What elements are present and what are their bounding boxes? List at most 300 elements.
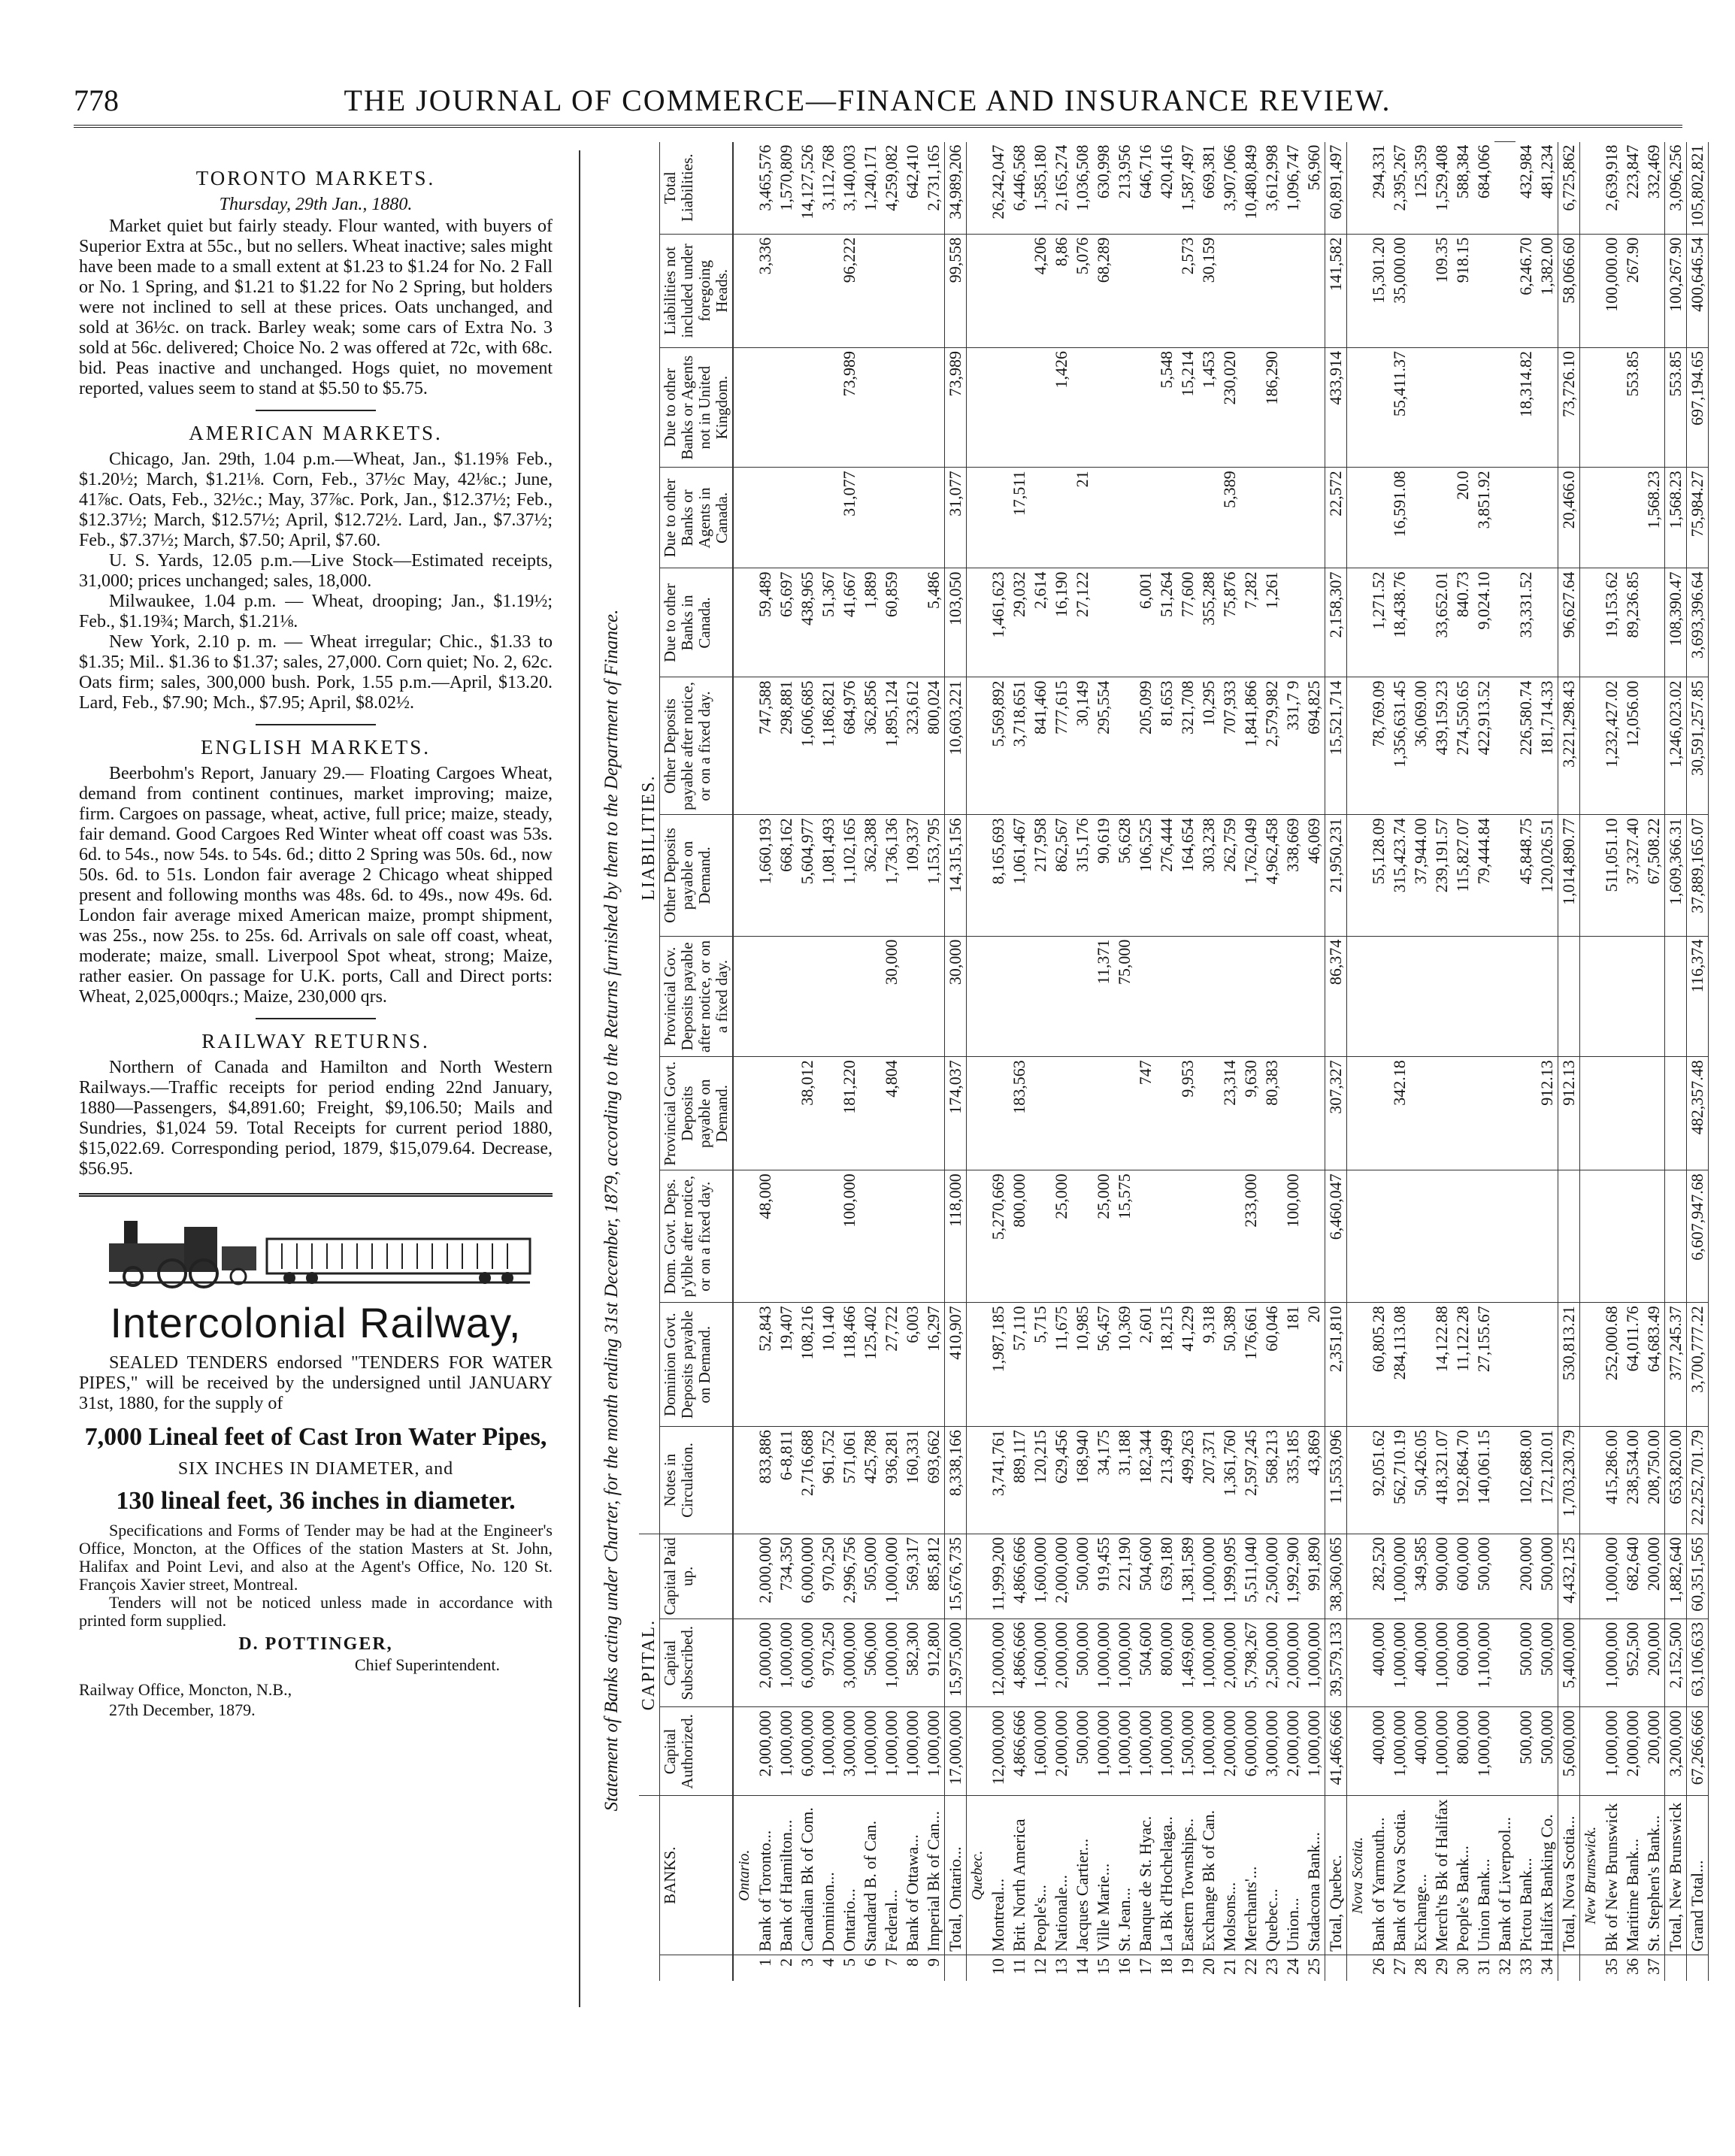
cell-value: 682,640	[1622, 1534, 1643, 1619]
row-index: 5	[840, 1958, 858, 1967]
cell-value: 181	[1282, 1303, 1304, 1427]
row-index: 36	[1623, 1958, 1642, 1975]
cell-value: 1,000,000	[1198, 1534, 1219, 1619]
cell-value: 10,603,221	[945, 677, 967, 815]
cell-value: 630,998	[1093, 142, 1114, 235]
bank-name: Merch'ts Bk of Halifax	[1431, 1796, 1452, 1955]
cell-value	[902, 347, 923, 467]
cell-value	[902, 234, 923, 347]
cell-value: 3,000,000	[839, 1707, 860, 1796]
cell-value: 4,866,666	[1009, 1534, 1030, 1619]
cell-value: 1,102,165	[839, 815, 860, 936]
cell-value: 10,140	[818, 1303, 839, 1427]
province-heading: New Brunswick.	[1580, 1796, 1602, 1955]
cell-value: 5,486	[923, 568, 945, 677]
cell-value	[1601, 468, 1622, 568]
cell-value: 5,569,892	[988, 677, 1009, 815]
cell-value: 226,580.74	[1515, 677, 1537, 815]
cell-value	[1643, 677, 1665, 815]
cell-value	[1304, 234, 1325, 347]
cell-value: 3,465,576	[755, 142, 776, 235]
cell-value	[1156, 234, 1177, 347]
cell-value: 588,384	[1452, 142, 1473, 235]
cell-value: 9,953	[1177, 1057, 1198, 1170]
cell-value: 6,725,862	[1558, 142, 1580, 235]
cell-value: 10,295	[1198, 677, 1219, 815]
cell-value: 58,066.60	[1558, 234, 1580, 347]
bank-name: Maritime Bank...	[1622, 1796, 1643, 1955]
cell-value: 31,077	[839, 468, 860, 568]
row-index: 6	[861, 1958, 880, 1967]
cell-value: 1,361,760	[1219, 1427, 1240, 1534]
toronto-markets-title: TORONTO MARKETS.	[195, 167, 436, 189]
cell-value: 1,100,000	[1473, 1619, 1494, 1706]
cell-value	[902, 1170, 923, 1303]
column-header: Dom. Govt. Deps. p'ylble after notice, or on a fixed day.	[660, 1170, 734, 1303]
table-row	[1072, 135, 1093, 1981]
cell-value: 919,455	[1093, 1534, 1114, 1619]
cell-value	[776, 347, 797, 467]
cell-value	[1494, 936, 1515, 1057]
cell-value	[1601, 1170, 1622, 1303]
row-index: 30	[1453, 1958, 1472, 1975]
cell-value: 6,460,047	[1325, 1170, 1347, 1303]
cell-value	[1114, 568, 1135, 677]
cell-value	[1219, 936, 1240, 1057]
table-row	[1601, 135, 1622, 1981]
cell-value: 315,176	[1072, 815, 1093, 936]
cell-value	[1135, 468, 1156, 568]
cell-value	[1009, 347, 1030, 467]
cell-value: 1,246,023.02	[1665, 677, 1687, 815]
cell-value: 52,843	[755, 1303, 776, 1427]
total-row	[1325, 135, 1347, 1981]
cell-value	[1282, 468, 1304, 568]
cell-value: 14,315,156	[945, 815, 967, 936]
cell-value	[1515, 936, 1537, 1057]
cell-value	[1431, 1057, 1452, 1170]
cell-value: 4,804	[881, 1057, 902, 1170]
row-index: 34	[1537, 1958, 1556, 1975]
bank-name: Dominion...	[818, 1796, 839, 1955]
table-row	[818, 135, 839, 1981]
cell-value: 213,499	[1156, 1427, 1177, 1534]
cell-value: 20.0	[1452, 468, 1473, 568]
toronto-markets-date: Thursday, 29th Jan., 1880.	[219, 195, 413, 214]
cell-value: 432,984	[1515, 142, 1537, 235]
row-index: 16	[1115, 1958, 1134, 1975]
cell-value: 181,220	[839, 1057, 860, 1170]
cell-value: 418,321.07	[1431, 1427, 1452, 1534]
cell-value: 1,660,193	[755, 815, 776, 936]
row-index: 13	[1052, 1958, 1070, 1975]
total-row	[1687, 135, 1709, 1981]
cell-value	[1643, 1057, 1665, 1170]
cell-value: 9,318	[1198, 1303, 1219, 1427]
cell-value	[1452, 1057, 1473, 1170]
cell-value: 1,381,589	[1177, 1534, 1198, 1619]
cell-value: 952,500	[1622, 1619, 1643, 1706]
cell-value: 181,714.33	[1537, 677, 1558, 815]
advert-lineal-feet-36: 130 lineal feet, 36 inches in diameter.	[116, 1487, 516, 1515]
cell-value	[1473, 347, 1494, 467]
cell-value: 889,117	[1009, 1427, 1030, 1534]
cell-value: 33,652.01	[1431, 568, 1452, 677]
cell-value: 120,026.51	[1537, 815, 1558, 936]
bank-name: Total, Quebec.	[1325, 1796, 1347, 1955]
cell-value	[1494, 135, 1515, 142]
table-row	[1198, 135, 1219, 1981]
cell-value	[923, 234, 945, 347]
cell-value: 89,236.85	[1622, 568, 1643, 677]
cell-value	[818, 468, 839, 568]
table-row	[1410, 135, 1431, 1981]
cell-value: 1,568.23	[1665, 468, 1687, 568]
cell-value: 22,252,701.79	[1687, 1427, 1709, 1534]
cell-value: 15,521,714	[1325, 677, 1347, 815]
cell-value	[755, 468, 776, 568]
cell-value: 439,159.23	[1431, 677, 1452, 815]
section-rule	[256, 1018, 376, 1019]
cell-value	[1304, 1057, 1325, 1170]
cell-value: 2,639,918	[1601, 142, 1622, 235]
cell-value: 1,606,685	[797, 677, 818, 815]
page-number: 778	[74, 83, 119, 117]
cell-value	[1198, 1170, 1219, 1303]
cell-value	[1135, 347, 1156, 467]
bank-name: Quebec...	[1261, 1796, 1282, 1955]
cell-value: 63,106,633	[1687, 1619, 1709, 1706]
cell-value	[1622, 1057, 1643, 1170]
cell-value	[776, 936, 797, 1057]
cell-value: 4,432,125	[1558, 1534, 1580, 1619]
bank-name: St. Stephen's Bank...	[1643, 1796, 1665, 1955]
table-row	[1261, 135, 1282, 1981]
cell-value	[1665, 1170, 1687, 1303]
column-header: Due to other Banks or Agents not in United Kingdom.	[660, 347, 734, 467]
cell-value: 59,489	[755, 568, 776, 677]
province-heading-row	[1580, 135, 1602, 1981]
cell-value	[1009, 936, 1030, 1057]
cell-value: 3,221,298.43	[1558, 677, 1580, 815]
cell-value: 1,000,000	[1389, 1619, 1410, 1706]
table-row	[1009, 135, 1030, 1981]
bank-name: Brit. North America	[1009, 1796, 1030, 1955]
statement-title: Statement of Banks acting under Charter, for the month ending 31st December, 1879, according to the Returns furnished by them to the Department of Finance.	[601, 609, 622, 1812]
row-index: 12	[1031, 1958, 1049, 1975]
cell-value	[1410, 1170, 1431, 1303]
cell-value: 115,827.07	[1452, 815, 1473, 936]
cell-value: 55,411.37	[1389, 347, 1410, 467]
cell-value: 2,000,000	[755, 1534, 776, 1619]
cell-value: 282,520	[1368, 1534, 1389, 1619]
table-row	[839, 135, 860, 1981]
cell-value: 30,591,257.85	[1687, 677, 1709, 815]
cell-value: 420,416	[1156, 142, 1177, 235]
cell-value: 600,000	[1452, 1534, 1473, 1619]
table-row	[1304, 135, 1325, 1981]
cell-value	[881, 347, 902, 467]
cell-value: 2,158,307	[1325, 568, 1347, 677]
cell-value: 377,245.37	[1665, 1303, 1687, 1427]
cell-value	[1156, 1170, 1177, 1303]
cell-value: 323,612	[902, 677, 923, 815]
cell-value: 2,000,000	[1282, 1619, 1304, 1706]
cell-value	[988, 234, 1009, 347]
cell-value	[1665, 1057, 1687, 1170]
cell-value: 970,250	[818, 1619, 839, 1706]
section-rule	[256, 724, 376, 725]
bank-name: Bank of Nova Scotia.	[1389, 1796, 1410, 1955]
table-row	[1643, 135, 1665, 1981]
column-header-row	[660, 135, 734, 1981]
cell-value: 500,000	[1515, 1707, 1537, 1796]
advert-lineal-feet: 7,000 Lineal feet of Cast Iron Water Pipes,	[84, 1423, 547, 1451]
cell-value: 800,000	[1156, 1619, 1177, 1706]
american-markets-chicago: Chicago, Jan. 29th, 1.04 p.m.—Wheat, Jan., $1.19⅝ Feb., $1.20½; March, $1.21⅛. Corn, Feb., 37½c May, 42⅛c.; June, 41⅞c. Oats, Feb., 32½c.; May, 37⅞c. Pork, Jan., $12.37½; Feb., $12.37½; March, $12.57½; April, $12.72½. Lard, Jan., $7.37½; Feb., $7.37½; March, $7.50; April, $7.60.	[79, 450, 553, 550]
cell-value: 34,989,206	[945, 142, 967, 235]
cell-value	[860, 234, 881, 347]
cell-value	[1304, 936, 1325, 1057]
row-index: 23	[1262, 1958, 1281, 1975]
cell-value: 10,480,849	[1240, 142, 1261, 235]
cell-value	[776, 1170, 797, 1303]
row-index: 4	[819, 1958, 837, 1967]
cell-value: 3,000,000	[1261, 1707, 1282, 1796]
cell-value: 321,708	[1177, 677, 1198, 815]
table-row	[797, 135, 818, 1981]
cell-value: 684,066	[1473, 142, 1494, 235]
cell-value	[1282, 1057, 1304, 1170]
cell-value: 1,609,366.31	[1665, 815, 1687, 936]
advert-signature-name: D. POTTINGER,	[238, 1634, 393, 1654]
cell-value: 106,525	[1135, 815, 1156, 936]
cell-value	[1537, 347, 1558, 467]
bank-name: Jacques Cartier...	[1072, 1796, 1093, 1955]
cell-value: 505,000	[860, 1534, 881, 1619]
toronto-markets-body: Market quiet but fairly steady. Flour wanted, with buyers of Superior Extra at 55c., but no sellers. Wheat inactive; sales might have been made to a small extent at $1.23 to $1.24 for No. 2 Fall or No. 1 Spring, and $1.21 to $1.22 for No 2 Spring, but holders were not inclined to sell at these prices. Oats unchanged, and sold at 36½c. on track. Barley weak; some cars of Extra No. 3 sold at 56c. delivered; Choice No. 2 was offered at 72c, with 68c. bid. Peas inactive and unchanged. Hogs quiet, no movement reported, values seem to stand at $5.50 to $5.75.	[79, 217, 553, 398]
cell-value: 118,000	[945, 1170, 967, 1303]
cell-value: 400,646.54	[1687, 234, 1709, 347]
cell-value: 500,000	[1072, 1534, 1093, 1619]
cell-value: 3,112,768	[818, 142, 839, 235]
cell-value	[1558, 936, 1580, 1057]
row-index: 25	[1304, 1958, 1323, 1975]
cell-value: 961,752	[818, 1427, 839, 1534]
cell-value: 2,000,000	[1051, 1534, 1072, 1619]
cell-value	[1030, 1057, 1051, 1170]
column-header: Due to other Banks in Canada.	[660, 568, 734, 677]
total-row	[1558, 135, 1580, 1981]
column-header: Provincial Gov. Deposits payable after notice, or on a fixed day.	[660, 936, 734, 1057]
cell-value: 298,881	[776, 677, 797, 815]
cell-value	[1431, 347, 1452, 467]
row-index: 32	[1495, 1958, 1514, 1975]
cell-value: 2,152,500	[1665, 1619, 1687, 1706]
cell-value: 67,508.22	[1643, 815, 1665, 936]
cell-value: 284,113.08	[1389, 1303, 1410, 1427]
bank-name: Imperial Bk of Can...	[923, 1796, 945, 1955]
cell-value	[1304, 1170, 1325, 1303]
cell-value: 2,597,245	[1240, 1427, 1261, 1534]
cell-value: 65,697	[776, 568, 797, 677]
table-row	[1030, 135, 1051, 1981]
cell-value	[1114, 347, 1135, 467]
cell-value: 33,331.52	[1515, 568, 1537, 677]
cell-value: 2,000,000	[1051, 1619, 1072, 1706]
cell-value: 60,859	[881, 568, 902, 677]
cell-value	[1368, 1057, 1389, 1170]
cell-value	[1030, 347, 1051, 467]
table-row	[902, 135, 923, 1981]
bank-name: Molsons...	[1219, 1796, 1240, 1955]
cell-value: 3,693,396.64	[1687, 568, 1709, 677]
cell-value: 276,444	[1156, 815, 1177, 936]
cell-value: 1,987,185	[988, 1303, 1009, 1427]
cell-value: 568,213	[1261, 1427, 1282, 1534]
cell-value: 43,869	[1304, 1427, 1325, 1534]
cell-value: 109.35	[1431, 234, 1452, 347]
cell-value: 315,423.74	[1389, 815, 1410, 936]
american-markets-title: AMERICAN MARKETS.	[189, 422, 443, 444]
cell-value: 233,000	[1240, 1170, 1261, 1303]
cell-value: 1,153,795	[923, 815, 945, 936]
cell-value: 2,000,000	[1282, 1707, 1304, 1796]
bank-name: People's...	[1030, 1796, 1051, 1955]
cell-value: 331,7 9	[1282, 677, 1304, 815]
cell-value: 1,232,427.02	[1601, 677, 1622, 815]
cell-value	[1601, 347, 1622, 467]
cell-value: 64,011.76	[1622, 1303, 1643, 1427]
cell-value: 30,149	[1072, 677, 1093, 815]
cell-value: 1,000,000	[818, 1707, 839, 1796]
cell-value: 3,851.92	[1473, 468, 1494, 568]
cell-value: 841,460	[1030, 677, 1051, 815]
bank-name: Exchange...	[1410, 1796, 1431, 1955]
bank-name: Bank of Liverpool...	[1494, 1796, 1515, 1955]
bank-name: People's Bank...	[1452, 1796, 1473, 1955]
cell-value: 192,864.70	[1452, 1427, 1473, 1534]
cell-value: 1,000,000	[1093, 1707, 1114, 1796]
cell-value: 1,000,000	[1389, 1707, 1410, 1796]
cell-value: 5,604,977	[797, 815, 818, 936]
cell-value: 1,585,180	[1030, 142, 1051, 235]
cell-value: 500,000	[1537, 1534, 1558, 1619]
cell-value: 38,360,065	[1325, 1534, 1347, 1619]
cell-value	[881, 234, 902, 347]
table-row	[881, 135, 902, 1981]
bank-name: Banque de St. Hyac.	[1135, 1796, 1156, 1955]
cell-value	[1410, 468, 1431, 568]
cell-value	[1072, 347, 1093, 467]
table-row	[776, 135, 797, 1981]
row-index: 35	[1602, 1958, 1621, 1975]
cell-value: 1,000,000	[1093, 1619, 1114, 1706]
cell-value	[1622, 936, 1643, 1057]
cell-value: 230,020	[1219, 347, 1240, 467]
cell-value: 1,000,000	[923, 1707, 945, 1796]
cell-value: 653,820.00	[1665, 1427, 1687, 1534]
cell-value: 553.85	[1665, 347, 1687, 467]
cell-value: 2,601	[1135, 1303, 1156, 1427]
cell-value: 511,051.10	[1601, 815, 1622, 936]
cell-value: 125,359	[1410, 142, 1431, 235]
cell-value: 8,86	[1051, 234, 1072, 347]
cell-value: 840.73	[1452, 568, 1473, 677]
cell-value	[1114, 677, 1135, 815]
cell-value: 16,190	[1051, 568, 1072, 677]
table-row	[1494, 135, 1515, 1981]
cell-value: 6,000,000	[797, 1619, 818, 1706]
cell-value: 29,032	[1009, 568, 1030, 677]
cell-value: 734,350	[776, 1534, 797, 1619]
column-header: Capital Authorized.	[660, 1707, 734, 1796]
cell-value: 100,000	[839, 1170, 860, 1303]
english-markets-title: ENGLISH MARKETS.	[200, 736, 431, 759]
table-row	[1431, 135, 1452, 1981]
cell-value: 18,215	[1156, 1303, 1177, 1427]
bank-name: Standard B. of Can.	[860, 1796, 881, 1955]
bank-name: Exchange Bk of Can.	[1198, 1796, 1219, 1955]
cell-value	[1198, 1057, 1219, 1170]
cell-value: 208,750.00	[1643, 1427, 1665, 1534]
cell-value	[1410, 568, 1431, 677]
cell-value: 100,000	[1282, 1170, 1304, 1303]
table-row	[755, 135, 776, 1981]
cell-value	[1643, 936, 1665, 1057]
cell-value: 108,390.47	[1665, 568, 1687, 677]
cell-value: 885,812	[923, 1534, 945, 1619]
cell-value: 274,550.65	[1452, 677, 1473, 815]
row-index: 21	[1220, 1958, 1239, 1975]
cell-value	[1177, 468, 1198, 568]
cell-value: 6,000,000	[797, 1707, 818, 1796]
cell-value: 41,667	[839, 568, 860, 677]
bank-name: Union...	[1282, 1796, 1304, 1955]
cell-value: 30,000	[881, 936, 902, 1057]
cell-value	[1494, 677, 1515, 815]
table-body	[733, 135, 1709, 1981]
column-header: Total Liabilities.	[660, 142, 734, 235]
cell-value: 2,573	[1177, 234, 1198, 347]
cell-value: 4,866,666	[1009, 1707, 1030, 1796]
cell-value: 6-8,811	[776, 1427, 797, 1534]
cell-value: 912.13	[1558, 1057, 1580, 1170]
cell-value: 668,162	[776, 815, 797, 936]
cell-value	[1410, 1303, 1431, 1427]
cell-value: 73,989	[945, 347, 967, 467]
cell-value: 75,984.27	[1687, 468, 1709, 568]
cell-value	[1643, 347, 1665, 467]
cell-value	[776, 468, 797, 568]
advert-intro: SEALED TENDERS endorsed "TENDERS FOR WATER PIPES," will be received by the undersigned until JANUARY 31st, 1880, for the supply of	[79, 1353, 553, 1413]
cell-value: 4,259,082	[881, 142, 902, 235]
cell-value	[860, 936, 881, 1057]
cell-value: 56,960	[1304, 142, 1325, 235]
cell-value: 5,389	[1219, 468, 1240, 568]
cell-value	[1261, 468, 1282, 568]
cell-value	[1410, 234, 1431, 347]
cell-value: 80,383	[1261, 1057, 1282, 1170]
bank-name: Total, Ontario...	[945, 1796, 967, 1955]
bank-name: Ontario...	[839, 1796, 860, 1955]
cell-value: 642,410	[902, 142, 923, 235]
cell-value: 31,077	[945, 468, 967, 568]
cell-value: 3,336	[755, 234, 776, 347]
cell-value: 57,110	[1009, 1303, 1030, 1427]
cell-value: 335,185	[1282, 1427, 1304, 1534]
cell-value: 1,500,000	[1177, 1707, 1198, 1796]
